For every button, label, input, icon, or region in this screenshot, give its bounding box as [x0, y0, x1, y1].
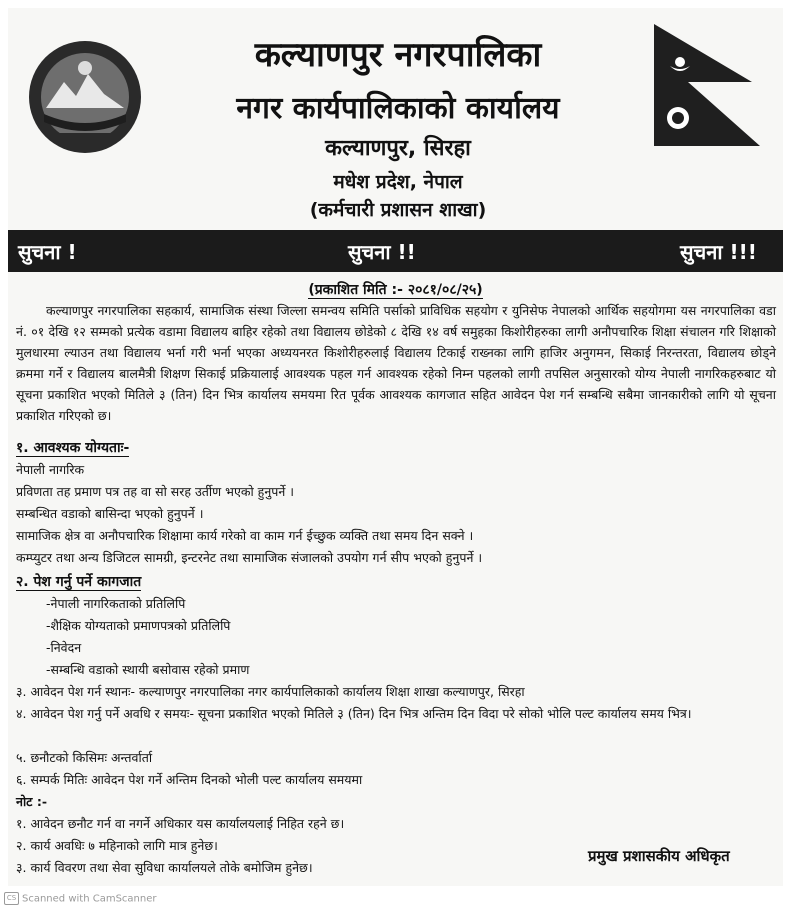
- scanner-text: Scanned with CamScanner: [22, 893, 157, 905]
- contact-date: ६. सम्पर्क मितिः आवेदन पेश गर्ने अन्तिम दिनको भोली पल्ट कार्यालय समयमा: [16, 772, 363, 787]
- notice-page: [8, 8, 783, 886]
- note-heading: नोट :-: [16, 794, 48, 809]
- published-date-text: (प्रकाशित मिति :- २०८१/०८/२५): [308, 282, 483, 298]
- nepal-flag-icon: [648, 20, 768, 150]
- letterhead: [8, 8, 783, 223]
- camscanner-logo-icon: CS: [4, 892, 19, 905]
- document-item: -शैक्षिक योग्यताको प्रमाणपत्रको प्रतिलिपि: [46, 618, 231, 633]
- branch-line: (कर्मचारी प्रशासन शाखा): [309, 199, 487, 221]
- document-item: -नेपाली नागरिकताको प्रतिलिपि: [46, 596, 186, 611]
- qualification-item: सामाजिक क्षेत्र वा अनौपचारिक शिक्षामा कार्य गरेको वा काम गर्न ईच्छुक व्यक्ति तथा समय दिन सक्ने ।: [16, 528, 474, 543]
- document-item: -सम्बन्धि वडाको स्थायी बसोवास रहेको प्रमाण: [46, 662, 250, 677]
- section-documents-heading: २. पेश गर्नु पर्ने कागजात: [16, 574, 142, 590]
- banner-label-right: सुचना !!!: [680, 240, 757, 264]
- scanner-watermark: [4, 892, 157, 905]
- note-item: २. कार्य अवधिः ७ महिनाको लागि मात्र हुनेछ।: [16, 838, 218, 853]
- notice-banner: [8, 230, 783, 272]
- published-date: [8, 280, 783, 299]
- note-item: १. आवेदन छनौट गर्न वा नगर्ने अधिकार यस कार्यालयलाई निहित रहने छ।: [16, 816, 345, 831]
- province-line: मधेश प्रदेश, नेपाल: [333, 171, 463, 193]
- qualification-item: प्रविणता तह प्रमाण पत्र तह वा सो सरह उर्तीण भएको हुनुपर्ने ।: [16, 484, 295, 499]
- intro-paragraph: कल्याणपुर नगरपालिका सहकार्य, सामाजिक संस्था जिल्ला समन्वय समिति पर्साको प्राविधिक सहयोग र युनिसेफ नेपालको आर्थिक सहयोगमा यस नगरपालिका वडा नं. ०१ देखि १२ सम्मको प्रत्येक वडामा विद्यालय बाहिर रहेको तथा विद्यालय छोडेको ८ देखि १४ वर्ष समुहका किशोरीहरुका लागी अनौपचारिक शिक्षा संचालन गरि शिक्षाको मुलधारमा ल्याउन तथा विद्यालय भर्ना गरी भर्ना भएका अध्ययनरत किशोरीहरुलाई विद्यालय टिकाई राख्नका लागि हाजिर अनुगमन, सिकाई निरन्तरता, विद्यालय छोड्ने क्रममा गर्ने र विद्यालय बालमैत्री शिक्षण सिकाई प्रक्रियालाई आवश्यक पहल गर्न आवश्यक रहेको निम्न पहलको लागी तपसिल अनुसारको योग्य नेपाली नागरिकहरुबाट यो सूचना प्रकाशित भएको मितिले ३ (तिन) दिन भित्र कार्यालय समयमा रित पूर्वक आवश्यक कागजात सहित आवेदन पेश गर्न सम्बन्धि सबैमा जानकारीको लागि यो सूचना प्रकाशित गरिएको छ।: [16, 303, 776, 423]
- application-place: ३. आवेदन पेश गर्न स्थानः- कल्याणपुर नगरपालिका नगर कार्यपालिकाको कार्यालय शिक्षा शाखा कल्याणपुर, सिरहा: [16, 684, 525, 699]
- banner-label-center: सुचना !!: [348, 240, 416, 264]
- office-location: कल्याणपुर, सिरहा: [325, 136, 471, 161]
- note-item: ३. कार्य विवरण तथा सेवा सुविधा कार्यालयले तोके बमोजिम हुनेछ।: [16, 860, 313, 875]
- municipality-name: कल्याणपुर नगरपालिका: [254, 35, 542, 75]
- qualification-item: सम्बन्धित वडाको बासिन्दा भएको हुनुपर्ने ।: [16, 506, 204, 521]
- qualification-item: कम्प्युटर तथा अन्य डिजिटल सामग्री, इन्टरनेट तथा सामाजिक संजालको उपयोग गर्न सीप भएको हुनुपर्ने ।: [16, 550, 483, 565]
- office-name: नगर कार्यपालिकाको कार्यालय: [236, 91, 560, 126]
- signatory-title: प्रमुख प्रशासकीय अधिकृत: [588, 847, 730, 865]
- document-item: -निवेदन: [46, 640, 82, 655]
- section-qualifications-heading: १. आवश्यक योग्यताः-: [16, 440, 130, 456]
- banner-label-left: सुचना !: [18, 240, 77, 264]
- municipality-emblem-icon: [26, 38, 144, 156]
- application-period: ४. आवेदन पेश गर्नु पर्ने अवधि र समयः- सूचना प्रकाशित भएको मितिले ३ (तिन) दिन भित्र अन्तिम दिन विदा परे सोको भोलि पल्ट कार्यालय समय भित्र।: [16, 706, 692, 721]
- selection-type: ५. छनौटको किसिमः अन्तर्वार्ता: [16, 750, 153, 765]
- qualification-item: नेपाली नागरिक: [16, 462, 85, 477]
